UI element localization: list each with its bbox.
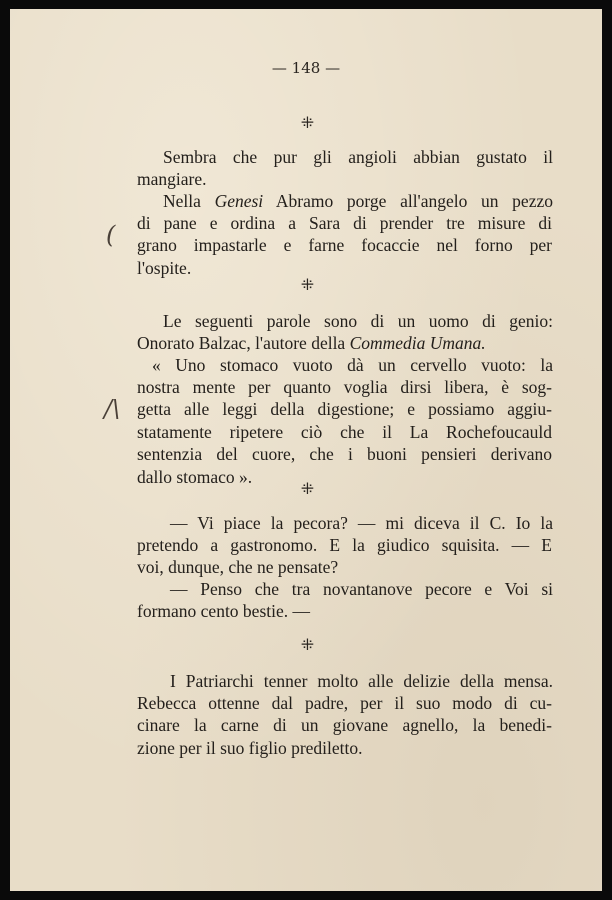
text-line: Rebecca ottenne dal padre, per il suo modo di cu- bbox=[137, 693, 552, 713]
genesi-italic: Genesi bbox=[214, 191, 264, 211]
paragraph-penso-cont bbox=[137, 600, 552, 622]
paragraph-balzac-cont bbox=[137, 332, 552, 354]
paragraph-quote bbox=[152, 354, 553, 376]
section-ornament: ⁜ bbox=[300, 479, 312, 498]
text-line: formano cento bestie. — bbox=[137, 601, 311, 621]
text-line: mangiare. bbox=[137, 169, 207, 189]
text-line: cinare la carne di un giovane agnello, la benedi- bbox=[137, 715, 552, 736]
text-line: zione per il suo figlio prediletto. bbox=[137, 737, 363, 758]
paragraph-penso bbox=[170, 578, 553, 600]
text-line bbox=[163, 190, 553, 212]
text-fragment: Abramo porge all'angelo un pezzo bbox=[263, 191, 553, 211]
text-line: getta alle leggi della digestione; e possiamo aggiu- bbox=[137, 399, 552, 420]
section-ornament: ⁜ bbox=[300, 635, 312, 654]
text-line: grano impastarle e farne focaccie nel forno per bbox=[137, 235, 552, 256]
paragraph-genesi-cont bbox=[137, 212, 552, 279]
paragraph-genesi bbox=[163, 190, 553, 212]
page-number: — 148 — bbox=[271, 59, 341, 77]
book-page bbox=[10, 9, 602, 891]
paragraph-quote-cont bbox=[137, 376, 552, 488]
text-line: l'ospite. bbox=[137, 257, 192, 278]
text-line: statamente ripetere ciò che il La Rochefoucauld bbox=[137, 421, 552, 442]
handwritten-mark: /\ bbox=[104, 395, 121, 423]
text-line bbox=[137, 332, 552, 354]
paragraph-pecora bbox=[170, 512, 553, 534]
text-line: sentenzia del cuore, che i buoni pensieri derivano bbox=[137, 444, 552, 465]
text-line: di pane e ordina a Sara di prender tre misure di bbox=[137, 213, 552, 233]
section-ornament: ⁜ bbox=[300, 113, 312, 132]
text-line: — Penso che tra novantanove pecore e Voi si bbox=[170, 579, 553, 599]
text-line: dallo stomaco ». bbox=[137, 466, 253, 487]
commedia-italic: Commedia Umana. bbox=[349, 333, 486, 353]
text-line: nostra mente per quanto voglia dirsi libera, è sog- bbox=[137, 377, 552, 397]
section-ornament: ⁜ bbox=[300, 275, 312, 294]
paragraph-angioli-cont bbox=[137, 168, 552, 190]
handwritten-mark: ( bbox=[106, 221, 116, 249]
text-line: Sembra che pur gli angioli abbian gustato il bbox=[163, 147, 553, 167]
text-fragment: Onorato Balzac, l'autore della bbox=[137, 333, 350, 353]
text-line: — Vi piace la pecora? — mi diceva il C. Io la bbox=[170, 513, 553, 533]
text-line: I Patriarchi tenner molto alle delizie della mensa. bbox=[170, 671, 553, 691]
paragraph-patriarchi-cont bbox=[137, 692, 552, 759]
text-fragment: Nella bbox=[163, 191, 215, 211]
paragraph-angioli bbox=[163, 146, 553, 168]
paragraph-balzac bbox=[163, 310, 553, 332]
text-line: « Uno stomaco vuoto dà un cervello vuoto: la bbox=[152, 355, 553, 375]
paragraph-pecora-cont bbox=[137, 534, 552, 579]
text-line: pretendo a gastronomo. E la giudico squisita. — E bbox=[137, 535, 552, 555]
text-line: Le seguenti parole sono di un uomo di genio: bbox=[163, 311, 553, 331]
text-line: voi, dunque, che ne pensate? bbox=[137, 557, 339, 578]
paragraph-patriarchi bbox=[170, 670, 553, 692]
